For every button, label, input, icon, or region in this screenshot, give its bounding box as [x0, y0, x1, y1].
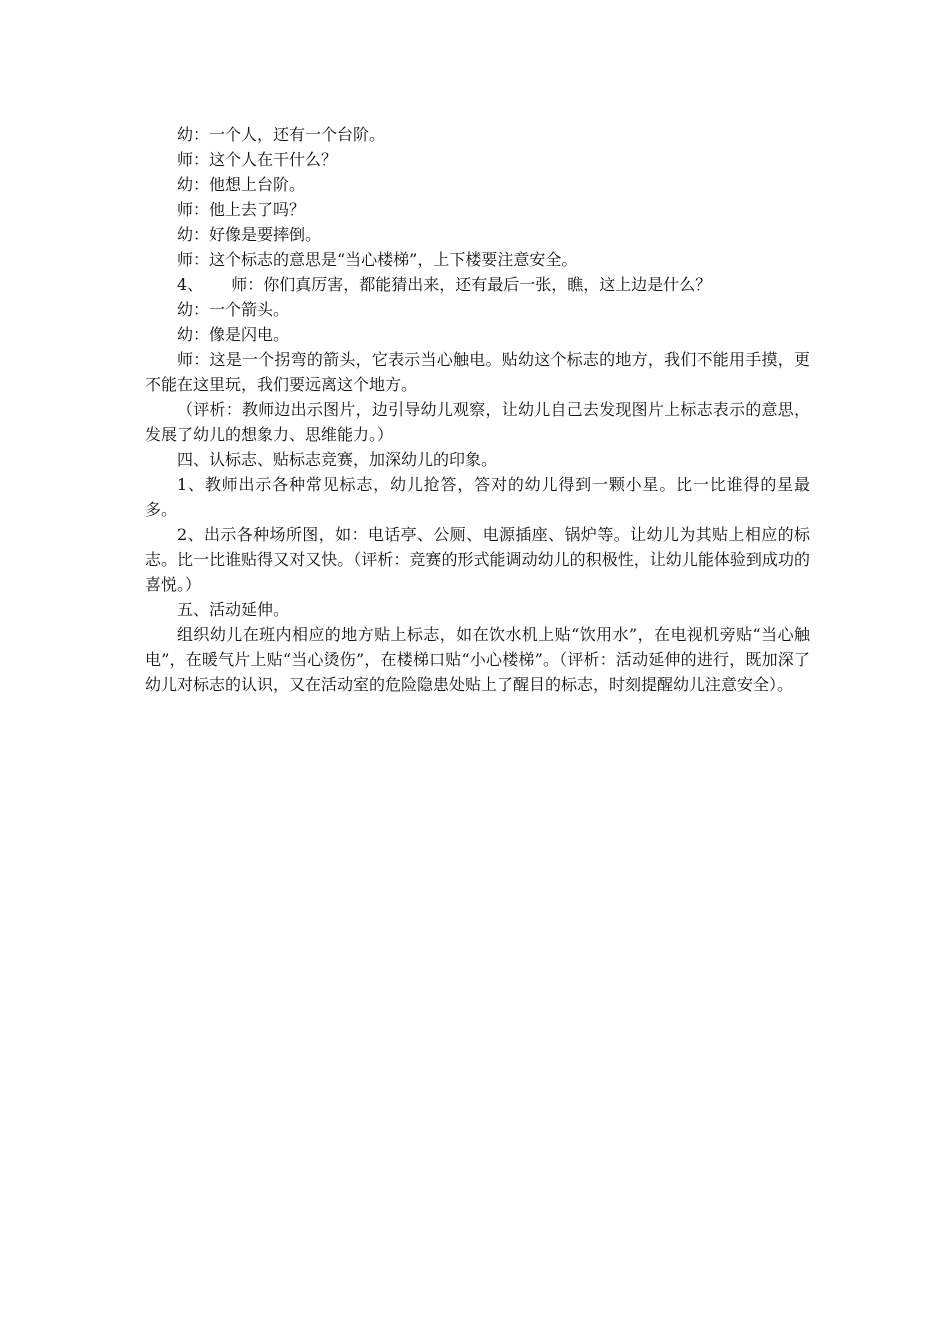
dialogue-line: 师：他上去了吗？	[177, 200, 306, 219]
body-paragraph: 师：这是一个拐弯的箭头，它表示当心触电。贴幼这个标志的地方，我们不能用手摸，更不能在这里玩，我们要远离这个地方。	[145, 350, 810, 394]
body-paragraph: 2、出示各种场所图，如：电话亭、公厕、电源插座、锅炉等。让幼儿为其贴上相应的标志。比一比谁贴得又对又快。（评析：竞赛的形式能调动幼儿的积极性，让幼儿能体验到成功的喜悦。）	[145, 525, 810, 594]
dialogue-line: 幼：一个箭头。	[177, 300, 290, 319]
body-paragraph: 1、教师出示各种常见标志，幼儿抢答，答对的幼儿得到一颗小星。比一比谁得的星最多。	[145, 475, 810, 519]
body-paragraph: 组织幼儿在班内相应的地方贴上标志，如在饮水机上贴“饮用水”，在电视机旁贴“当心触电”，在暖气片上贴“当心烫伤”，在楼梯口贴“小心楼梯”。（评析：活动延伸的进行，既加深了幼儿对标志的认识，又在活动室的危险隐患处贴上了醒目的标志，时刻提醒幼儿注意安全）。	[145, 625, 810, 694]
commentary-paragraph: （评析：教师边出示图片，边引导幼儿观察，让幼儿自己去发现图片上标志表示的意思，发展了幼儿的想象力、思维能力。）	[145, 400, 810, 444]
item-number: 4、	[177, 275, 204, 294]
section-heading: 五、活动延伸。	[177, 600, 290, 619]
document-page	[145, 122, 810, 697]
dialogue-line: 幼：他想上台阶。	[177, 175, 306, 194]
dialogue-line: 幼：像是闪电。	[177, 325, 290, 344]
section-heading: 四、认标志、贴标志竞赛，加深幼儿的印象。	[177, 450, 498, 469]
dialogue-line: 师：这个人在干什么？	[177, 150, 338, 169]
numbered-dialogue-line	[145, 272, 810, 297]
dialogue-line: 幼：好像是要摔倒。	[177, 225, 322, 244]
dialogue-line: 幼：一个人，还有一个台阶。	[177, 125, 386, 144]
item-text: 师：你们真厉害，都能猜出来，还有最后一张，瞧，这上边是什么？	[231, 275, 712, 294]
dialogue-line: 师：这个标志的意思是“当心楼梯”，上下楼要注意安全。	[177, 250, 578, 269]
